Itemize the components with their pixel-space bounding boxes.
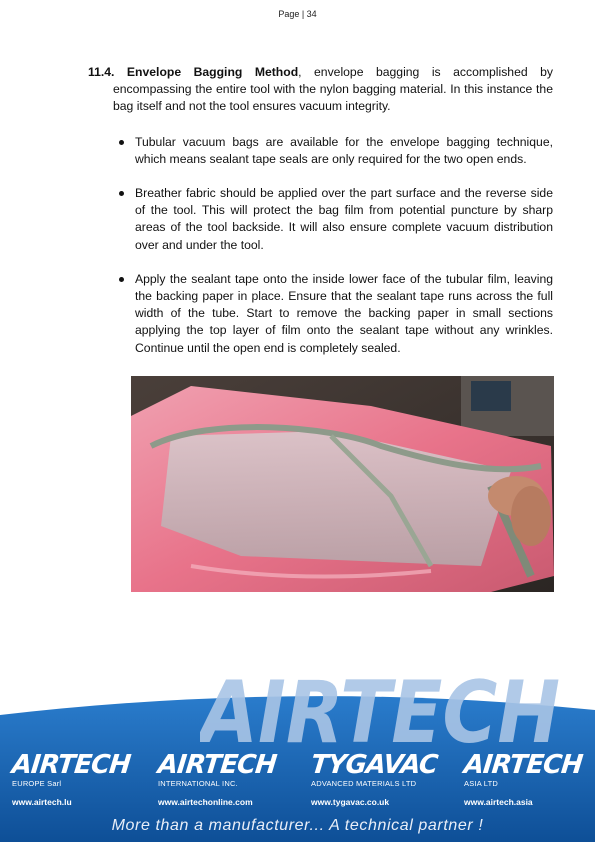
bullet-icon (119, 140, 124, 145)
brand-url[interactable]: www.airtech.lu (12, 797, 72, 807)
airtech-logo-mark (200, 652, 560, 752)
section-title: Envelope Bagging Method (126, 65, 299, 79)
brand-airtech-europe (12, 752, 152, 807)
brand-subtitle: ASIA LTD (464, 779, 498, 788)
brand-name: AIRTECH (462, 750, 584, 780)
brand-subtitle: INTERNATIONAL INC. (158, 779, 238, 788)
airtech-logo (200, 652, 560, 752)
brand-subtitle: ADVANCED MATERIALS LTD (311, 779, 417, 788)
brand-name: AIRTECH (156, 750, 278, 780)
bullet-list (88, 134, 553, 357)
brand-name: AIRTECH (10, 750, 132, 780)
brand-subtitle: EUROPE Sarl (12, 779, 62, 788)
page-number: Page | 34 (278, 9, 317, 19)
section-intro-paragraph (88, 64, 553, 116)
bullet-item (88, 134, 553, 168)
airtech-logo-text: AIRTECH (200, 663, 560, 752)
bullet-text: Tubular vacuum bags are available for the envelope bagging technique, which means sealant tape seals are only required for the two open ends. (135, 134, 553, 166)
brand-url[interactable]: www.airtechonline.com (158, 797, 253, 807)
bullet-text: Breather fabric should be applied over the part surface and the reverse side of the tool. This will protect the bag film from potential puncture by sharp areas of the tool backside. It will also ensure complete vacuum distribution over and under the tool. (135, 186, 553, 252)
bullet-item (88, 185, 553, 254)
footer-tagline: More than a manufacturer... A technical partner ! (111, 817, 484, 834)
envelope-bagging-photo (131, 376, 554, 592)
bullet-icon (119, 191, 124, 196)
brand-airtech-international (158, 752, 298, 807)
section-intro-text: , envelope bagging is accomplished by encompassing the entire tool with the nylon bagging material. In this instance the bag itself and not the tool ensures vacuum integrity. (113, 65, 553, 114)
brand-name: TYGAVAC (309, 750, 439, 780)
brand-tygavac (311, 752, 451, 807)
bullet-item (88, 271, 553, 357)
bullet-icon (119, 277, 124, 282)
brand-airtech-asia (464, 752, 595, 807)
section-number: 11.4. (88, 65, 115, 79)
photo-illustration (131, 376, 554, 592)
section-envelope-bagging (88, 64, 553, 374)
brand-url[interactable]: www.airtech.asia (464, 797, 533, 807)
brand-url[interactable]: www.tygavac.co.uk (311, 797, 390, 807)
bullet-text: Apply the sealant tape onto the inside lower face of the tubular film, leaving the backing paper in place. Ensure that the sealant tape runs across the full width of the tube. Start to remove the backing paper in small sections applying the top layer of film onto the sealant tape without any wrinkles. Continue until the open end is completely sealed. (135, 271, 553, 355)
